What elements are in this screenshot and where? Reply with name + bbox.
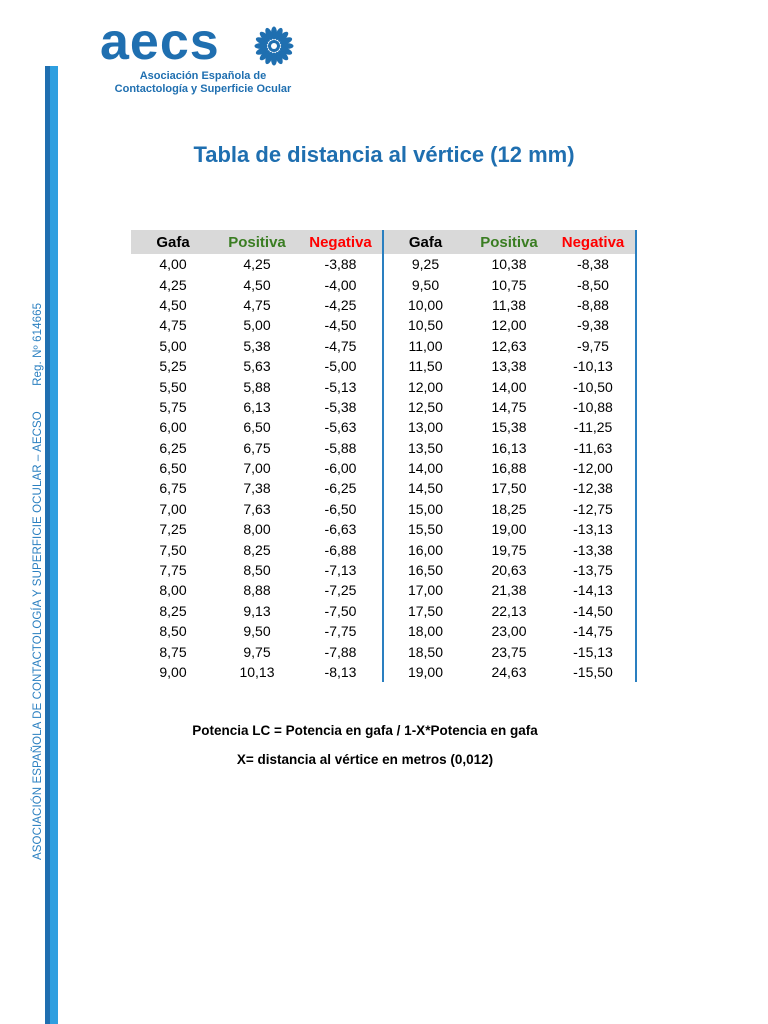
table-cell: 10,00 — [407, 296, 444, 313]
table-cell: 16,00 — [407, 541, 444, 558]
table-cell: 16,88 — [491, 460, 527, 477]
side-org-name: ASOCIACIÓN ESPAÑOLA DE CONTACTOLOGÍA Y SUPERFICIE OCULAR – AECSO — [32, 411, 44, 860]
table-cell: 15,50 — [407, 521, 444, 538]
table-cell: 9,50 — [411, 276, 440, 293]
table-row — [131, 539, 636, 559]
page-title: Tabla de distancia al vértice (12 mm) — [193, 142, 575, 167]
table-cell: 21,38 — [491, 582, 527, 599]
table-cell: 6,50 — [243, 419, 271, 436]
table-row — [131, 499, 636, 519]
table-cell: 10,50 — [407, 317, 444, 334]
table-cell: 15,00 — [407, 500, 444, 517]
table-cell: -4,75 — [299, 336, 383, 356]
table-cell: -12,00 — [551, 458, 636, 478]
table-row — [131, 295, 636, 315]
table-cell: 8,50 — [159, 623, 187, 640]
table-cell: -7,50 — [299, 601, 383, 621]
table-row — [131, 519, 636, 539]
table-cell: -7,25 — [299, 580, 383, 600]
table-cell: -4,00 — [299, 274, 383, 294]
header-negativa: Negativa — [299, 230, 383, 254]
table-cell: -8,88 — [551, 295, 636, 315]
header-negativa-2: Negativa — [551, 230, 636, 254]
table-cell: 9,50 — [243, 623, 271, 640]
table-cell: -15,50 — [551, 662, 636, 682]
table-cell: 4,75 — [243, 296, 271, 313]
table-cell: -5,63 — [299, 417, 383, 437]
table-cell: 15,38 — [491, 419, 527, 436]
table-cell: 17,50 — [491, 480, 527, 497]
table-cell: -11,25 — [551, 417, 636, 437]
table-cell: -14,50 — [551, 601, 636, 621]
table-cell: 6,13 — [243, 398, 271, 415]
table-cell: 8,50 — [243, 562, 271, 579]
table-cell: -5,13 — [299, 376, 383, 396]
logo-org-line2: Contactología y Superficie Ocular — [114, 83, 292, 95]
table-cell: -12,75 — [551, 499, 636, 519]
table-cell: 19,00 — [407, 664, 444, 680]
table-cell: 14,75 — [491, 398, 527, 415]
table-cell: 7,63 — [243, 500, 271, 517]
table-cell: 14,00 — [407, 460, 444, 477]
table-row — [131, 458, 636, 478]
table-row — [131, 580, 636, 600]
table-cell: -10,13 — [551, 356, 636, 376]
table-cell: 18,00 — [407, 623, 444, 640]
table-cell: 10,38 — [491, 256, 527, 273]
table-cell: 9,75 — [243, 643, 271, 660]
table-cell: 5,00 — [159, 337, 187, 354]
table-row — [131, 601, 636, 621]
table-cell: 14,50 — [407, 480, 444, 497]
table-cell: 18,25 — [491, 500, 527, 517]
table-cell: 11,38 — [492, 296, 526, 313]
table-cell: 11,00 — [408, 337, 443, 354]
table-cell: -5,88 — [299, 438, 383, 458]
table-cell: 20,63 — [491, 562, 527, 579]
table-cell: 5,88 — [243, 378, 271, 395]
left-accent-bar — [45, 66, 58, 1024]
table-cell: 4,00 — [159, 256, 187, 273]
aecso-logo — [100, 13, 300, 100]
table-cell: 12,50 — [407, 398, 444, 415]
table-cell: 4,50 — [159, 296, 187, 313]
table-cell: 6,75 — [159, 480, 187, 497]
table-cell: 8,25 — [159, 602, 187, 619]
table-cell: 7,38 — [243, 480, 271, 497]
header-positiva-2: Positiva — [467, 230, 551, 254]
table-cell: -12,38 — [551, 478, 636, 498]
table-row — [131, 438, 636, 458]
table-cell: 14,00 — [491, 378, 527, 395]
table-cell: 7,75 — [159, 562, 187, 579]
table-cell: -9,75 — [551, 336, 636, 356]
table-body — [131, 254, 636, 682]
table-cell: 17,50 — [407, 602, 444, 619]
table-cell: 4,75 — [159, 317, 187, 334]
logo-org-line1: Asociación Española de — [139, 70, 267, 82]
table-cell: -7,75 — [299, 621, 383, 641]
table-cell: -13,13 — [551, 519, 636, 539]
table-cell: -7,88 — [299, 641, 383, 661]
table-cell: 7,50 — [159, 541, 187, 558]
table-row — [131, 397, 636, 417]
table-cell: 9,13 — [243, 602, 271, 619]
table-cell: 9,25 — [411, 256, 440, 273]
table-cell: 13,50 — [407, 439, 444, 456]
table-cell: 10,13 — [239, 664, 275, 680]
table-cell: 4,25 — [159, 276, 187, 293]
side-registration: Reg. Nº 614665 — [32, 302, 44, 386]
table-cell: 5,75 — [159, 398, 187, 415]
table-cell: 16,13 — [491, 439, 527, 456]
table-cell: 8,75 — [159, 643, 187, 660]
table-cell: 7,00 — [159, 500, 187, 517]
table-cell: -8,38 — [551, 254, 636, 274]
table-cell: 17,00 — [407, 582, 444, 599]
table-cell: 5,00 — [243, 317, 271, 334]
table-cell: 23,75 — [491, 643, 527, 660]
logo-subtitle — [108, 70, 298, 96]
table-cell: -10,88 — [551, 397, 636, 417]
header-gafa: Gafa — [131, 230, 215, 254]
table-row — [131, 336, 636, 356]
table-cell: 12,00 — [407, 378, 444, 395]
table-row — [131, 356, 636, 376]
table-cell: 22,13 — [491, 602, 527, 619]
table-cell: 9,00 — [159, 664, 187, 680]
flower-logo-icon — [253, 25, 295, 67]
table-cell: 11,50 — [408, 358, 443, 375]
table-cell: 6,75 — [243, 439, 271, 456]
table-cell: 13,00 — [407, 419, 444, 436]
table-cell: -6,88 — [299, 539, 383, 559]
table-header-row — [131, 230, 636, 254]
table-cell: -6,25 — [299, 478, 383, 498]
table-row — [131, 621, 636, 641]
table-cell: -14,75 — [551, 621, 636, 641]
table-cell: 24,63 — [491, 664, 527, 680]
table-cell: -3,88 — [299, 254, 383, 274]
table-cell: 5,63 — [243, 358, 271, 375]
table-row — [131, 254, 636, 274]
header-positiva: Positiva — [215, 230, 299, 254]
table-cell: 6,25 — [159, 439, 187, 456]
vertex-distance-table — [131, 230, 636, 682]
formula-line-2: X= distancia al vértice en metros (0,012) — [236, 752, 494, 767]
table-row — [131, 662, 636, 682]
table-cell: -8,13 — [299, 662, 383, 682]
table-cell: 18,50 — [407, 643, 444, 660]
table-row — [131, 274, 636, 294]
table-cell: -13,38 — [551, 539, 636, 559]
table-cell: -6,63 — [299, 519, 383, 539]
table-row — [131, 376, 636, 396]
table-cell: 5,50 — [159, 378, 187, 395]
table-cell: 6,50 — [159, 460, 187, 477]
table-cell: 12,63 — [491, 337, 527, 354]
table-cell: -6,00 — [299, 458, 383, 478]
table-cell: -7,13 — [299, 560, 383, 580]
table-cell: -14,13 — [551, 580, 636, 600]
table-cell: -4,25 — [299, 295, 383, 315]
table-cell: 7,00 — [243, 460, 271, 477]
table-cell: 8,88 — [243, 582, 271, 599]
table-cell: 13,38 — [491, 358, 527, 375]
formula-line-1: Potencia LC = Potencia en gafa / 1-X*Potencia en gafa — [192, 723, 538, 738]
table-cell: 8,25 — [243, 541, 271, 558]
table-cell: -5,38 — [299, 397, 383, 417]
table-cell: -4,50 — [299, 315, 383, 335]
table-cell: -9,38 — [551, 315, 636, 335]
table-cell: 23,00 — [491, 623, 527, 640]
table-cell: -15,13 — [551, 641, 636, 661]
table-cell: -5,00 — [299, 356, 383, 376]
table-cell: 5,38 — [243, 337, 271, 354]
table-cell: 10,75 — [491, 276, 527, 293]
table-row — [131, 417, 636, 437]
table-cell: -6,50 — [299, 499, 383, 519]
table-cell: 6,00 — [159, 419, 187, 436]
table-cell: 19,75 — [491, 541, 527, 558]
table-cell: 19,00 — [491, 521, 527, 538]
table-cell: 7,25 — [159, 521, 187, 538]
table-cell: -8,50 — [551, 274, 636, 294]
table-row — [131, 560, 636, 580]
table-row — [131, 478, 636, 498]
table-cell: 5,25 — [159, 358, 187, 375]
table-cell: -10,50 — [551, 376, 636, 396]
table-cell: 16,50 — [407, 562, 444, 579]
header-gafa-2: Gafa — [383, 230, 467, 254]
table-cell: 4,50 — [243, 276, 271, 293]
logo-wordmark: aecs — [100, 13, 220, 71]
table-row — [131, 315, 636, 335]
table-cell: 12,00 — [491, 317, 527, 334]
table-cell: -11,63 — [551, 438, 636, 458]
table-row — [131, 641, 636, 661]
table-cell: 8,00 — [243, 521, 271, 538]
table-cell: -13,75 — [551, 560, 636, 580]
table-cell: 4,25 — [243, 256, 271, 273]
table-cell: 8,00 — [159, 582, 187, 599]
